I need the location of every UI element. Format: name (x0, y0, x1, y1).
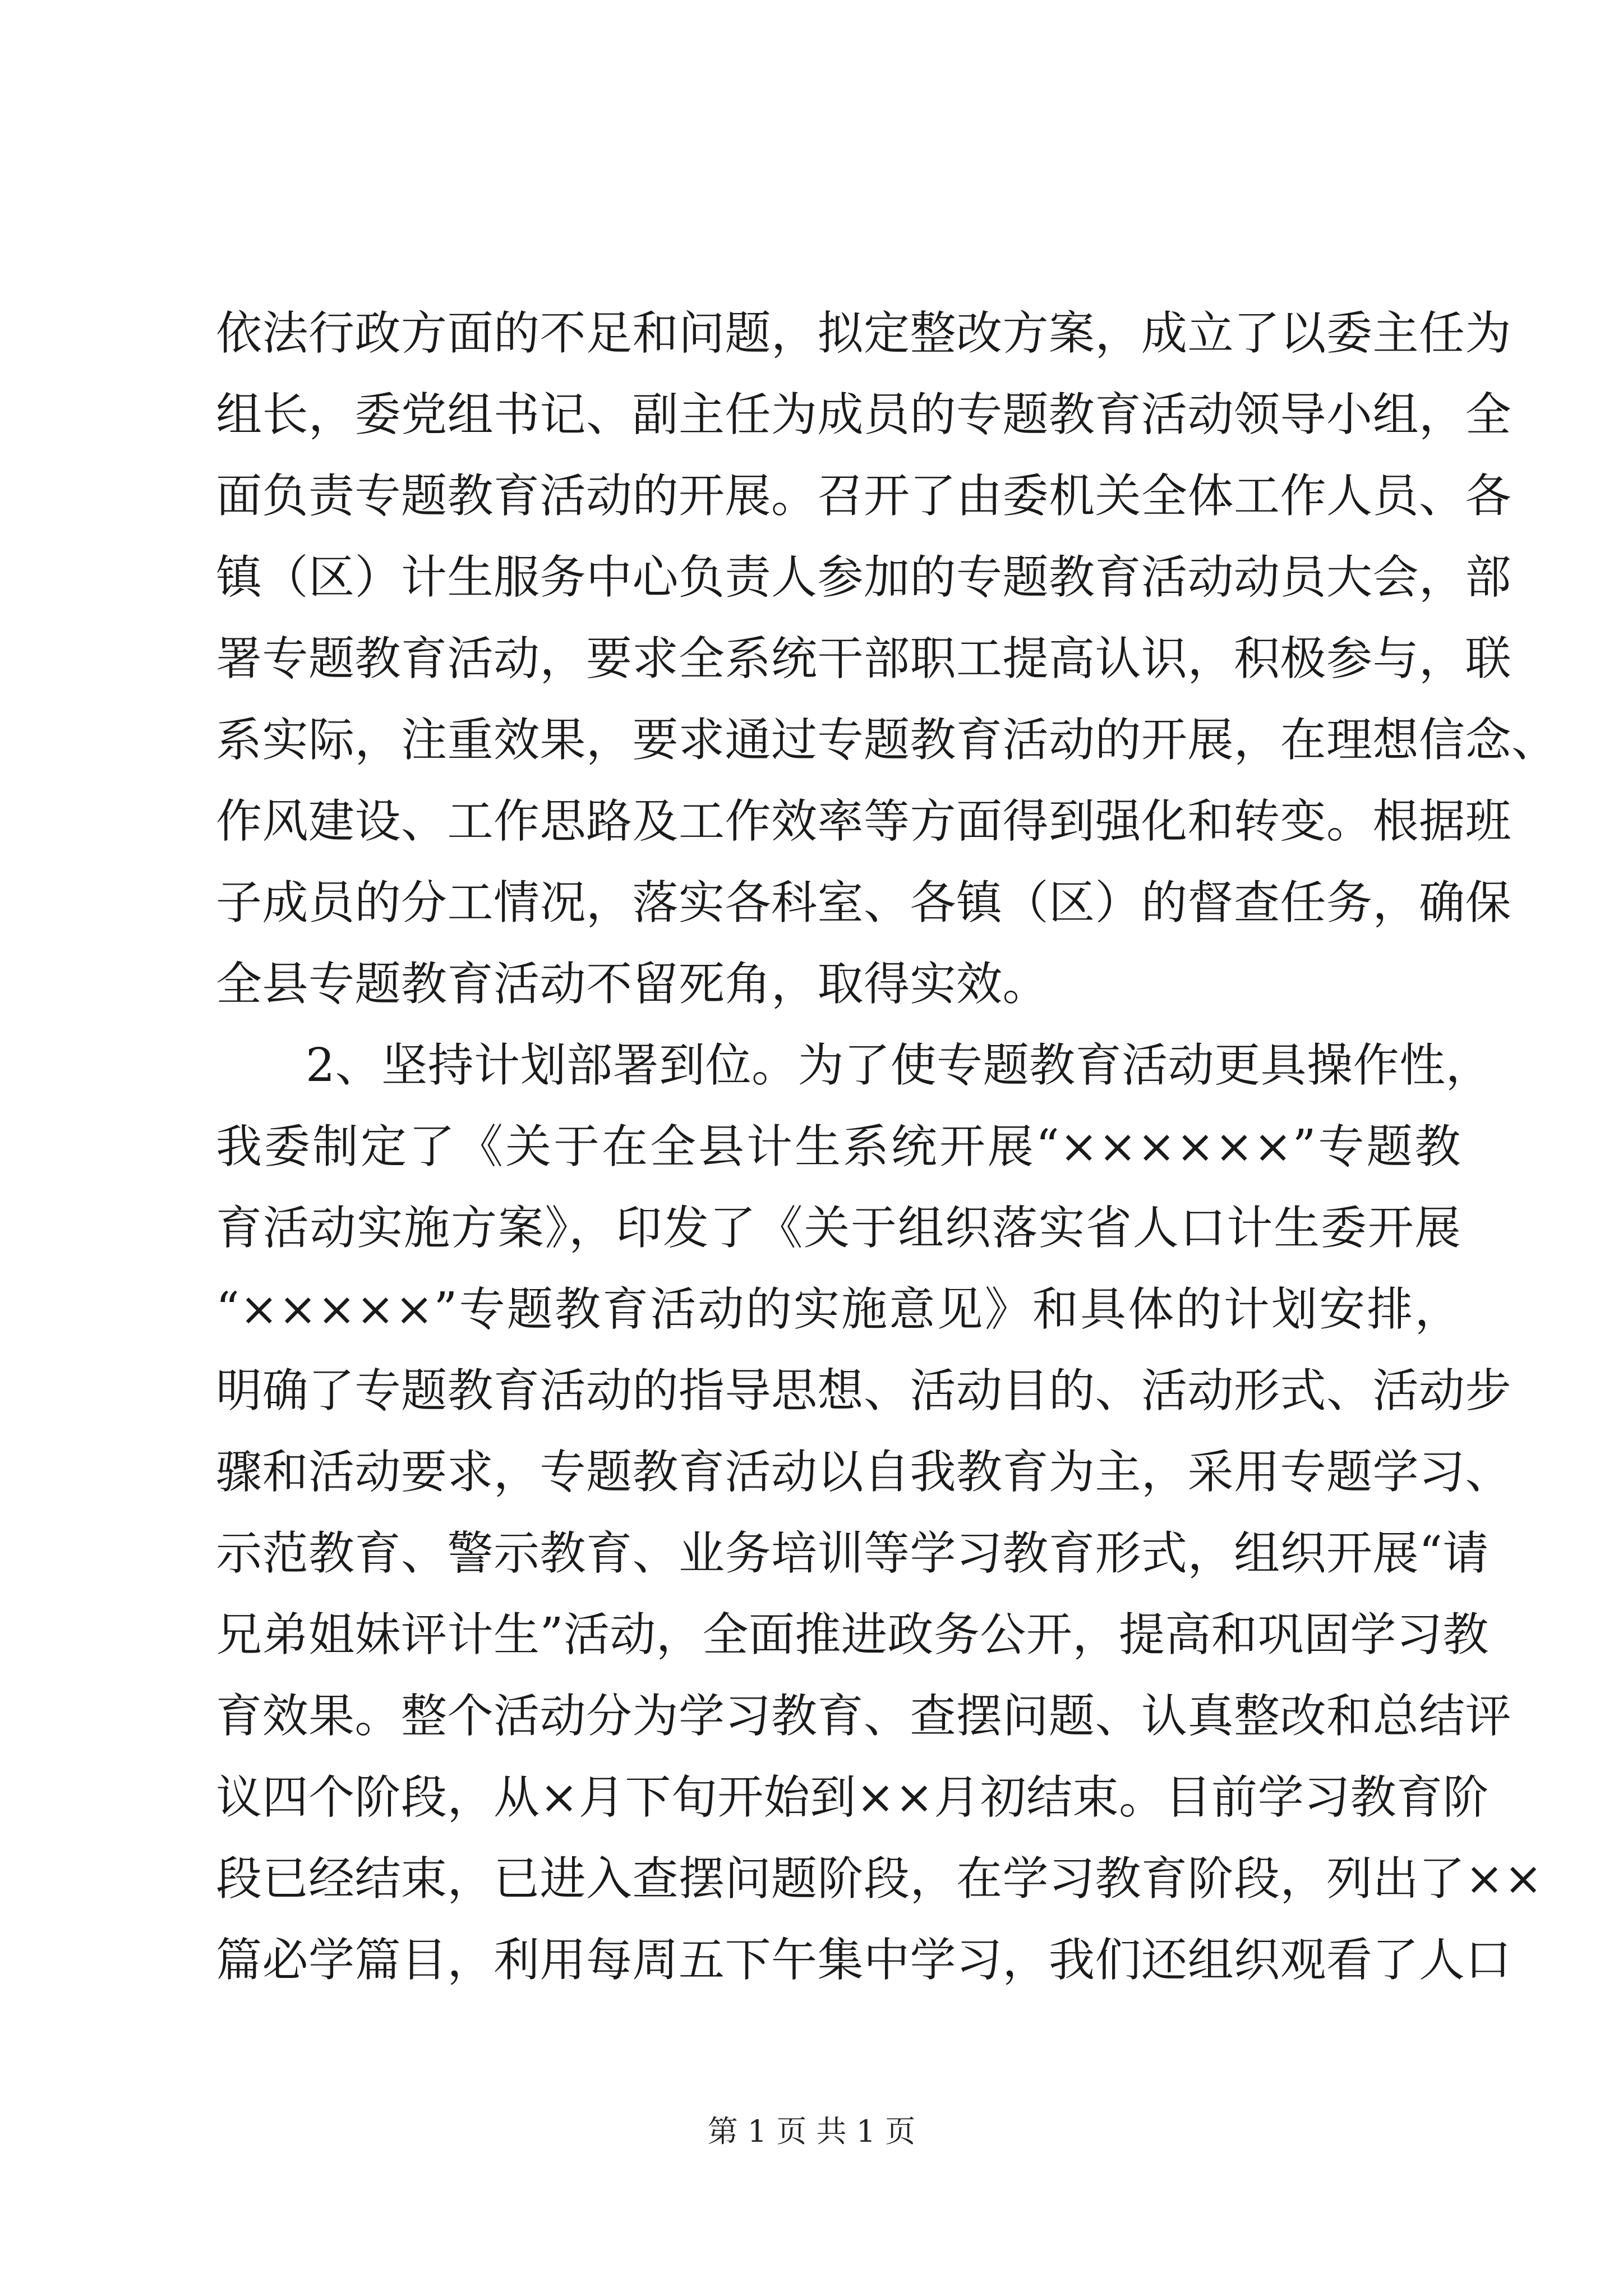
text-line: 署专题教育活动，要求全系统干部职工提高认识，积极参与，联 (216, 632, 1512, 685)
text-line: 我委制定了《关于在全县计生系统开展“××××××”专题教 (216, 1120, 1461, 1174)
text-line: 骤和活动要求，专题教育活动以自我教育为主，采用专题学习、 (216, 1446, 1512, 1499)
text-line: 段已经结束，已进入查摆问题阶段，在学习教育阶段，列出了×× (216, 1852, 1543, 1906)
paragraph-first-line: 2、坚持计划部署到位。为了使专题教育活动更具操作性， (306, 1039, 1492, 1092)
text-line: “×××××”专题教育活动的实施意见》和具体的计划安排， (216, 1283, 1461, 1336)
text-line: 兄弟姐妹评计生”活动，全面推进政务公开，提高和巩固学习教 (216, 1608, 1489, 1662)
text-line: 议四个阶段，从×月下旬开始到××月初结束。目前学习教育阶 (216, 1771, 1490, 1824)
page-footer: 第 1 页 共 1 页 (707, 2114, 916, 2149)
text-line: 篇必学篇目，利用每周五下午集中学习，我们还组织观看了人口 (216, 1934, 1512, 1987)
text-line: 依法行政方面的不足和问题，拟定整改方案，成立了以委主任为 (216, 307, 1512, 360)
text-line: 示范教育、警示教育、业务培训等学习教育形式，组织开展“请 (216, 1527, 1489, 1580)
text-line: 育活动实施方案》，印发了《关于组织落实省人口计生委开展 (216, 1202, 1461, 1255)
text-line: 全县专题教育活动不留死角，取得实效。 (216, 958, 1049, 1011)
text-line: 面负责专题教育活动的开展。召开了由委机关全体工作人员、各 (216, 470, 1512, 523)
text-line: 育效果。整个活动分为学习教育、查摆问题、认真整改和总结评 (216, 1690, 1512, 1743)
text-line: 作风建设、工作思路及工作效率等方面得到强化和转变。根据班 (216, 795, 1512, 848)
text-line: 系实际，注重效果，要求通过专题教育活动的开展，在理想信念、 (216, 714, 1558, 767)
text-line: 镇（区）计生服务中心负责人参加的专题教育活动动员大会，部 (216, 551, 1512, 604)
text-line: 明确了专题教育活动的指导思想、活动目的、活动形式、活动步 (216, 1364, 1512, 1418)
text-line: 组长，委党组书记、副主任为成员的专题教育活动领导小组，全 (216, 388, 1512, 441)
text-line: 子成员的分工情况，落实各科室、各镇（区）的督查任务，确保 (216, 876, 1512, 930)
